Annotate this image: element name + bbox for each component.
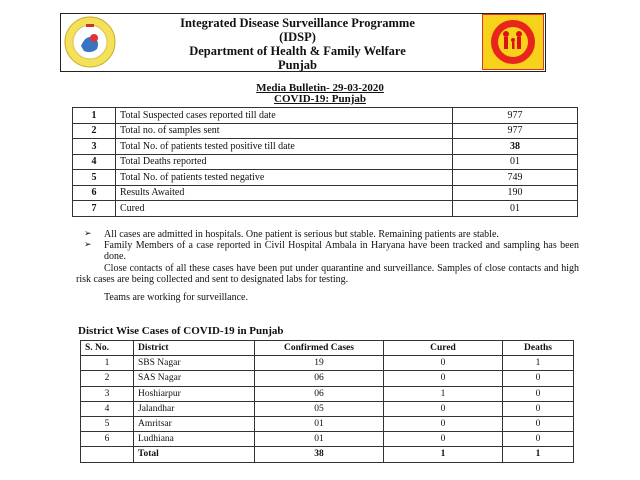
table-row: [73, 170, 578, 186]
table-cell: 0: [503, 371, 574, 386]
row-number: 7: [73, 201, 116, 217]
programme-abbr: (IDSP): [279, 30, 316, 44]
table-cell: 2: [81, 371, 134, 386]
table-cell: 38: [255, 447, 384, 462]
table-cell: 01: [255, 432, 384, 447]
table-row: [73, 154, 578, 170]
table-row: [81, 386, 574, 401]
table-cell: 0: [503, 416, 574, 431]
row-label: Total No. of patients tested negative: [116, 170, 453, 186]
programme-name: Integrated Disease Surveillance Programme: [180, 16, 415, 30]
table-cell: Hoshiarpur: [134, 386, 255, 401]
table-cell: 1: [503, 356, 574, 371]
district-table: [80, 340, 574, 463]
table-cell: 19: [255, 356, 384, 371]
row-value: 977: [453, 108, 578, 124]
row-value: 01: [453, 154, 578, 170]
arrow-bullet-icon: ➢: [84, 229, 92, 239]
table-row: [73, 139, 578, 155]
table-row: [73, 108, 578, 124]
table-cell: 3: [81, 386, 134, 401]
table-cell: Ludhiana: [134, 432, 255, 447]
table-row: [73, 201, 578, 217]
bulletin-subtitle: COVID-19: Punjab: [274, 93, 366, 105]
department-name: Department of Health & Family Welfare: [189, 44, 406, 58]
row-label: Total Suspected cases reported till date: [116, 108, 453, 124]
table-cell: Jalandhar: [134, 401, 255, 416]
row-value: 190: [453, 185, 578, 201]
row-number: 3: [73, 139, 116, 155]
bullet-item: [76, 240, 579, 262]
table-row: [73, 123, 578, 139]
table-cell: 0: [503, 432, 574, 447]
table-cell: 01: [255, 416, 384, 431]
table-cell: 05: [255, 401, 384, 416]
row-number: 2: [73, 123, 116, 139]
row-number: 5: [73, 170, 116, 186]
table-cell: 0: [384, 401, 503, 416]
bulletin-heading: [0, 83, 640, 105]
column-header: Deaths: [503, 341, 574, 356]
summary-table: [72, 107, 578, 217]
table-cell: 0: [503, 401, 574, 416]
table-cell: 1: [384, 447, 503, 462]
row-label: Results Awaited: [116, 185, 453, 201]
table-cell: Amritsar: [134, 416, 255, 431]
bullet-text: All cases are admitted in hospitals. One patient is serious but stable. Remaining patients are stable.: [104, 229, 499, 240]
table-cell: 1: [81, 356, 134, 371]
table-cell: 1: [503, 447, 574, 462]
table-cell: 0: [384, 432, 503, 447]
table-cell: SBS Nagar: [134, 356, 255, 371]
idsp-logo-icon: [64, 16, 116, 68]
table-row: [81, 356, 574, 371]
column-header: Cured: [384, 341, 503, 356]
row-label: Total No. of patients tested positive till date: [116, 139, 453, 155]
column-header: Confirmed Cases: [255, 341, 384, 356]
row-value: 38: [453, 139, 578, 155]
bulletin-title: Media Bulletin- 29-03-2020: [256, 82, 384, 94]
table-row: [73, 185, 578, 201]
paragraph-text: Teams are working for surveillance.: [104, 292, 248, 304]
bullet-item: [76, 229, 579, 240]
paragraph: [76, 263, 579, 285]
table-cell: 0: [384, 356, 503, 371]
row-label: Total no. of samples sent: [116, 123, 453, 139]
table-cell: 5: [81, 416, 134, 431]
table-cell: SAS Nagar: [134, 371, 255, 386]
table-cell: 0: [384, 371, 503, 386]
table-row: [81, 371, 574, 386]
table-cell: [81, 447, 134, 462]
arrow-bullet-icon: ➢: [84, 240, 92, 251]
table-cell: 06: [255, 386, 384, 401]
row-label: Total Deaths reported: [116, 154, 453, 170]
table-cell: 0: [503, 386, 574, 401]
paragraph-text: Close contacts of all these cases have been put under quarantine and surveillance. Samples of close contacts and high risk cases are being collected and sent to designated labs for testing.: [76, 262, 579, 285]
column-header: S. No.: [81, 341, 134, 356]
paragraph: [76, 292, 579, 303]
row-value: 977: [453, 123, 578, 139]
national-health-mission-logo-icon: [482, 14, 544, 70]
row-label: Cured: [116, 201, 453, 217]
row-value: 749: [453, 170, 578, 186]
table-row: [81, 432, 574, 447]
table-row: [81, 401, 574, 416]
table-cell: 06: [255, 371, 384, 386]
table-header-row: [81, 341, 574, 356]
table-row: [81, 416, 574, 431]
row-value: 01: [453, 201, 578, 217]
row-number: 4: [73, 154, 116, 170]
column-header: District: [134, 341, 255, 356]
row-number: 1: [73, 108, 116, 124]
table-cell: 1: [384, 386, 503, 401]
bullet-text: Family Members of a case reported in Civil Hospital Ambala in Haryana have been tracked and sampling has been done.: [104, 240, 579, 263]
notes-section: [76, 229, 579, 303]
table-total-row: [81, 447, 574, 462]
state-name: Punjab: [278, 58, 317, 72]
table-cell: 4: [81, 401, 134, 416]
table-cell: 0: [384, 416, 503, 431]
header-title-block: [125, 16, 470, 72]
table-cell: 6: [81, 432, 134, 447]
district-section-title: District Wise Cases of COVID-19 in Punjab: [78, 325, 284, 337]
row-number: 6: [73, 185, 116, 201]
table-cell: Total: [134, 447, 255, 462]
